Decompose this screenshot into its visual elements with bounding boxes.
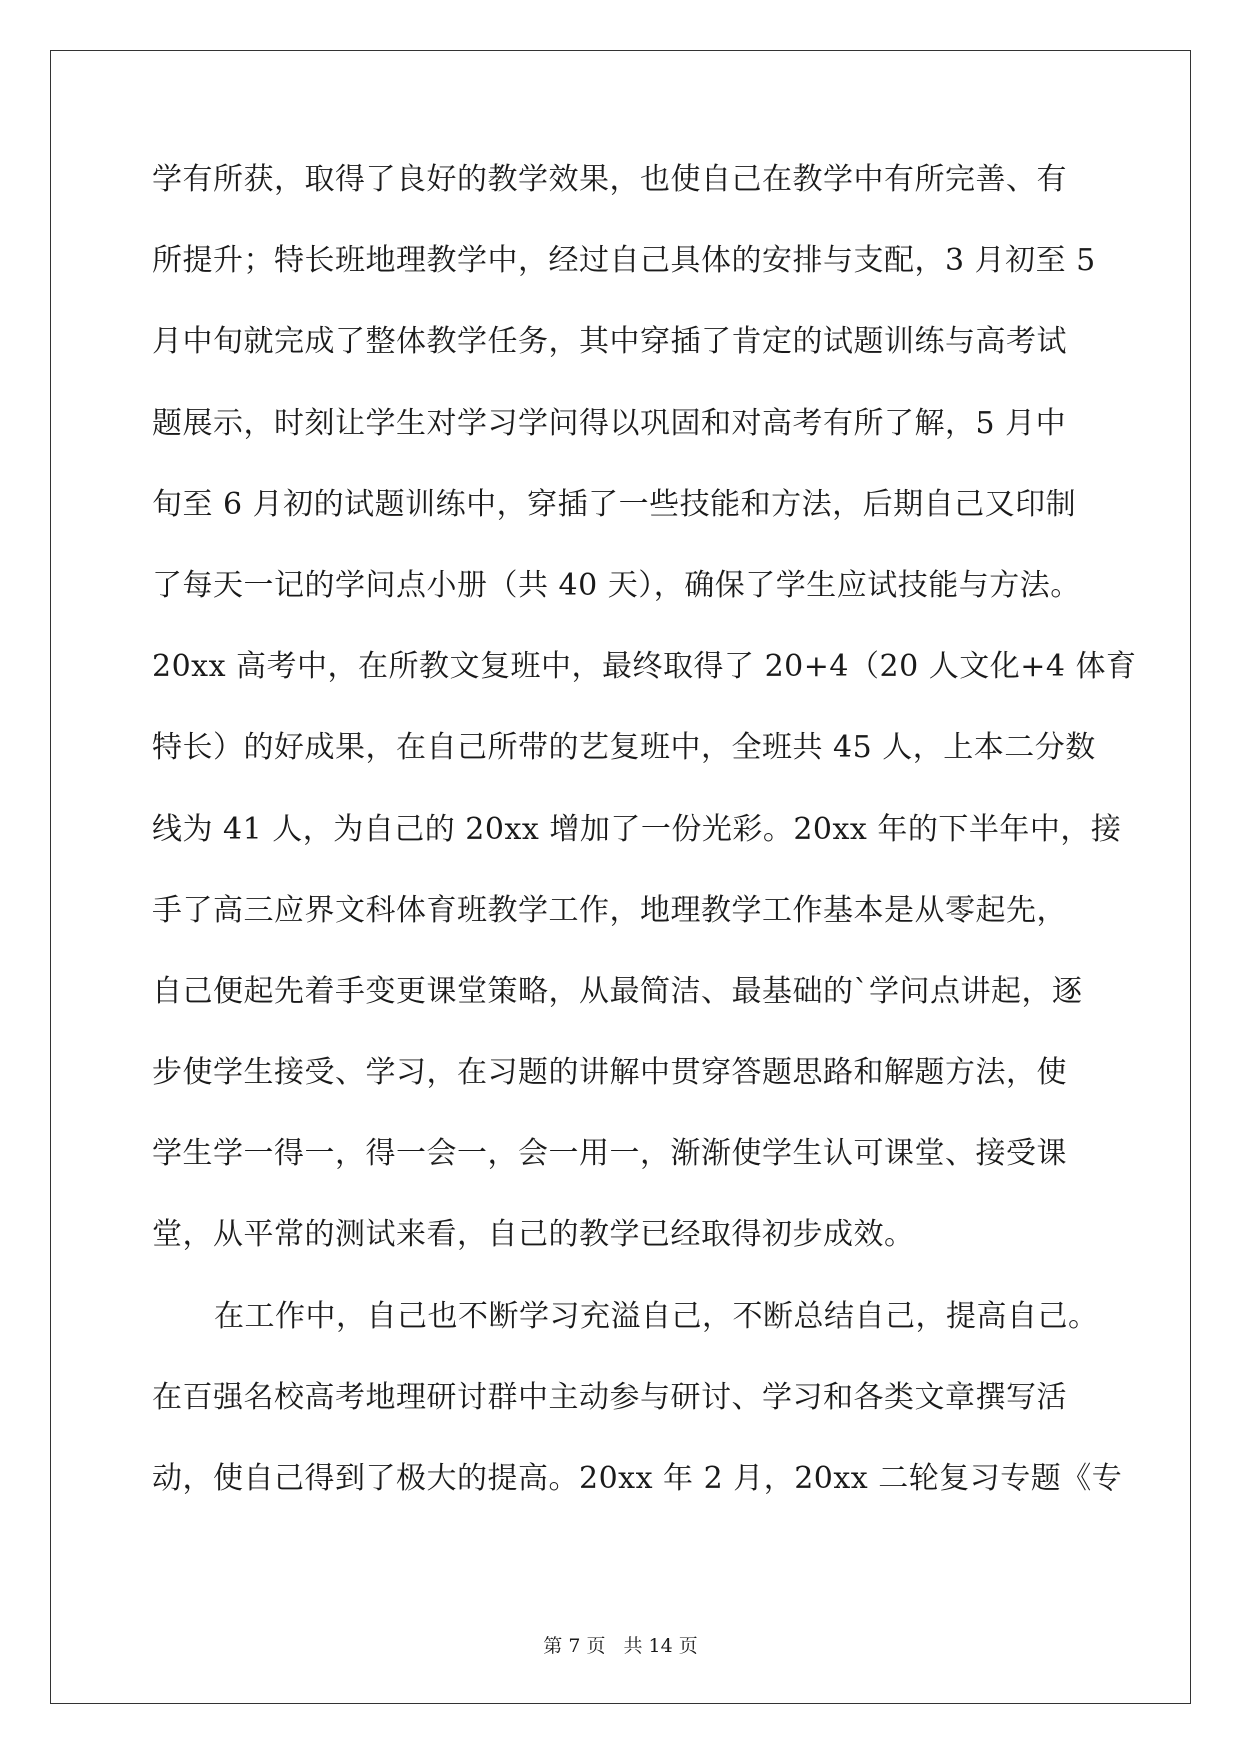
text-line: 动，使自己得到了极大的提高。20xx 年 2 月，20xx 二轮复习专题《专 (152, 1461, 1123, 1496)
page-number: 第 7 页 (543, 1635, 606, 1657)
text-line: 学生学一得一，得一会一，会一用一，渐渐使学生认可课堂、接受课 (152, 1136, 1067, 1172)
text-line: 旬至 6 月初的试题训练中，穿插了一些技能和方法，后期自己又印制 (152, 486, 1077, 522)
text-line: 所提升；特长班地理教学中，经过自己具体的安排与支配，3 月初至 5 (152, 243, 1096, 279)
text-line: 月中旬就完成了整体教学任务，其中穿插了肯定的试题训练与高考试 (152, 324, 1067, 360)
text-line: 手了高三应界文科体育班教学工作，地理教学工作基本是从零起先， (152, 892, 1067, 928)
text-line: 题展示，时刻让学生对学习学问得以巩固和对高考有所了解，5 月中 (152, 405, 1067, 441)
text-line: 20xx 高考中，在所教文复班中，最终取得了 20+4（20 人文化+4 体育 (152, 649, 1137, 685)
text-line: 学有所获，取得了良好的教学效果，也使自己在教学中有所完善、有 (152, 162, 1067, 197)
text-line: 特长）的好成果，在自己所带的艺复班中，全班共 45 人，上本二分数 (152, 730, 1096, 766)
page-total: 共 14 页 (623, 1635, 698, 1657)
page-footer (0, 1634, 1241, 1658)
text-line: 了每天一记的学问点小册（共 40 天），确保了学生应试技能与方法。 (152, 567, 1081, 603)
paragraph-first-line: 在工作中，自己也不断学习充溢自己，不断总结自己，提高自己。 (214, 1298, 1099, 1334)
text-line: 自己便起先着手变更课堂策略，从最简洁、最基础的`学问点讲起，逐 (152, 973, 1083, 1009)
text-line: 步使学生接受、学习，在习题的讲解中贯穿答题思路和解题方法，使 (152, 1055, 1067, 1091)
text-line: 堂，从平常的测试来看，自己的教学已经取得初步成效。 (152, 1217, 915, 1253)
text-line: 线为 41 人，为自己的 20xx 增加了一份光彩。20xx 年的下半年中，接 (152, 811, 1122, 847)
text-line: 在百强名校高考地理研讨群中主动参与研讨、学习和各类文章撰写活 (152, 1379, 1067, 1415)
document-body (152, 160, 1137, 1540)
